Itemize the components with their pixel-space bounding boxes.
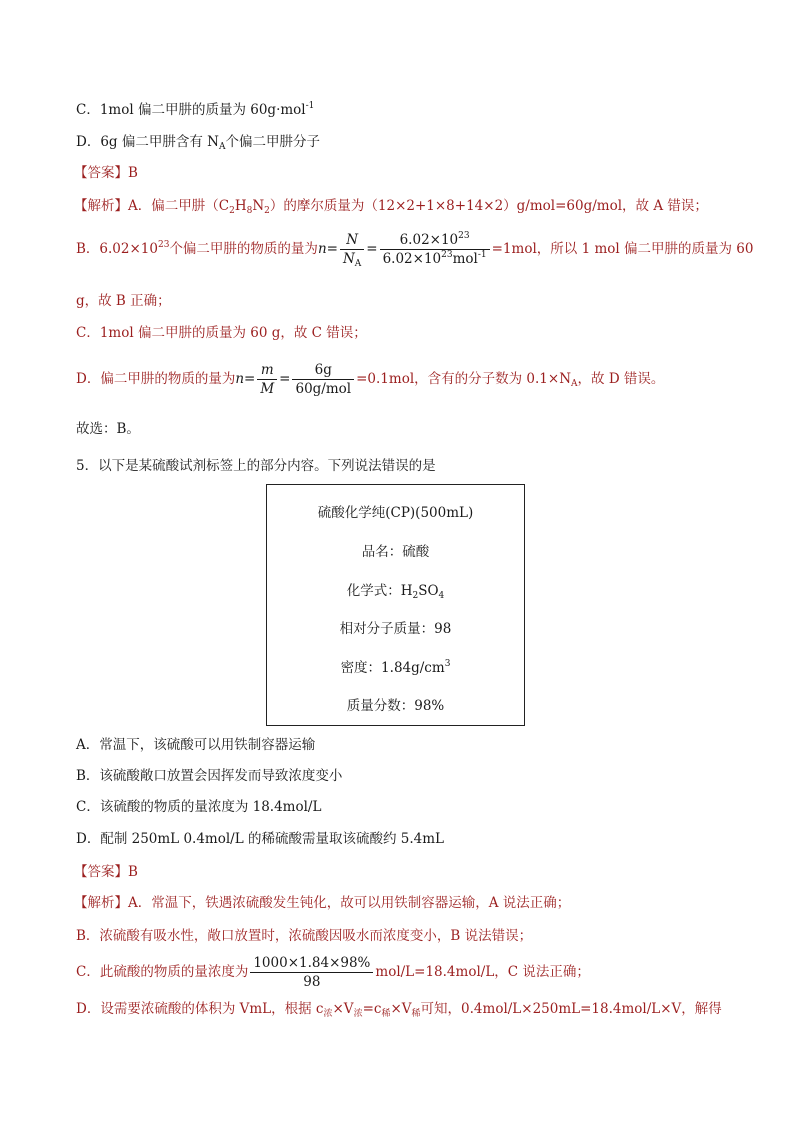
q4-exp-d-eq: =: [244, 371, 256, 387]
q4-exp-b-frac2: [380, 232, 490, 267]
q4-exp-d-1: D．偏二甲肼的物质的量为: [76, 371, 236, 387]
q4-exp-b-2: 个偏二甲肼的物质的量为: [169, 241, 318, 257]
q5-exp-d-5: 可知，0.4mol/L×250mL=18.4mol/L×V，解得: [420, 1001, 722, 1017]
label-mass-fraction: 质量分数：98%: [346, 698, 445, 714]
q4-exp-d-f2-den: 60g/mol: [295, 381, 352, 397]
q4-exp-b-f2-num-sup: 23: [458, 231, 470, 241]
q4-option-c-sup: -1: [305, 101, 315, 111]
q4-option-c-text: C．1mol 偏二甲肼的质量为 60g·mol: [76, 102, 306, 118]
q5-answer: 【答案】B: [74, 864, 138, 880]
q4-exp-d-3: ，故 D 错误。: [577, 371, 665, 387]
q4-exp-b-3: =1mol，所以 1 mol 偏二甲肼的质量为 60: [491, 241, 754, 257]
q4-exp-d-f1-den: M: [260, 381, 275, 397]
label-density: [267, 658, 524, 678]
q4-exp-a-s3: 2: [264, 206, 270, 216]
q5-explanation-a: [74, 893, 734, 913]
label-molar-mass: 相对分子质量：98: [339, 621, 452, 637]
label-formula-s2: 4: [438, 591, 445, 601]
q4-exp-b-f2-den-sup: 23: [441, 250, 453, 260]
q5-option-d: D．配制 250mL 0.4mol/L 的稀硫酸需量取该硫酸约 5.4mL: [76, 831, 444, 847]
q4-exp-d-2: =0.1mol，含有的分子数为 0.1×N: [356, 371, 572, 387]
q5-option-a: A．常温下，该硫酸可以用铁制容器运输: [76, 737, 316, 753]
q5-exp-c-den: 98: [303, 974, 321, 990]
q4-exp-b-frac1: [340, 232, 364, 267]
q5-stem: 5．以下是某硫酸试剂标签上的部分内容。下列说法错误的是: [76, 458, 436, 474]
q4-exp-a-2: H: [234, 198, 247, 214]
label-formula: [267, 581, 524, 601]
q4-exp-d-n: n: [235, 371, 245, 387]
q5-explanation-tag: 【解析】: [74, 895, 128, 911]
q4-exp-b-sup: 23: [157, 240, 170, 250]
q4-exp-b-f2-num: [380, 232, 490, 250]
q4-exp-b-eq: =: [326, 241, 338, 257]
q4-exp-b-eq2: =: [366, 241, 378, 257]
q5-explanation-b: B．浓硫酸有吸水性，敞口放置时，浓硫酸因吸水而浓度变小，B 说法错误；: [76, 928, 533, 944]
q4-option-d-sub: A: [218, 142, 226, 152]
q4-option-d: [76, 132, 734, 152]
q5-exp-d-s4: 稀: [411, 1009, 421, 1019]
q4-exp-d-f2-num: 6g: [292, 362, 354, 380]
q4-exp-d-f1-num: m: [257, 362, 277, 380]
q4-exp-d-eq2: =: [279, 371, 291, 387]
label-formula-1: 化学式：H: [346, 583, 413, 599]
q5-exp-c-2: mol/L=18.4mol/L，C 说法正确；: [375, 964, 590, 980]
q5-exp-d-1: D．设需要浓硫酸的体积为 VmL，根据 c: [76, 1001, 324, 1017]
q4-explanation-b: [76, 231, 754, 269]
q4-explanation-b-cont: g，故 B 正确；: [76, 293, 171, 309]
q4-exp-a-3: N: [252, 198, 265, 214]
q5-exp-d-s1: 浓: [323, 1009, 333, 1019]
q4-exp-d-frac2: [292, 362, 354, 397]
q5-explanation-d: [76, 999, 734, 1019]
q5-exp-d-2: ×V: [332, 1001, 354, 1017]
q5-exp-d-s3: 稀: [381, 1009, 391, 1019]
q5-exp-d-3: =c: [362, 1001, 382, 1017]
reagent-label-box: [266, 484, 525, 726]
label-title: 硫酸化学纯(CP)(500mL): [317, 505, 474, 521]
q4-exp-b-f1-den: [340, 250, 364, 267]
q4-exp-b-f2-den: [380, 250, 490, 267]
q5-exp-d-4: ×V: [390, 1001, 412, 1017]
q4-answer: 【答案】B: [74, 165, 138, 181]
q4-option-c: [76, 100, 734, 120]
q5-exp-c-frac: [250, 955, 373, 990]
q5-exp-a-text: A．常温下，铁遇浓硫酸发生钝化，故可以用铁制容器运输，A 说法正确；: [128, 895, 571, 911]
q4-exp-d-sub: A: [571, 379, 578, 389]
q4-exp-b-f1-den-sub: A: [354, 259, 362, 269]
q4-explanation-tag: 【解析】: [74, 198, 128, 214]
q4-exp-b-f1-den-text: N: [342, 251, 355, 267]
q5-option-b: B．该硫酸敞口放置会因挥发而导致浓度变小: [76, 768, 343, 784]
q4-exp-b-f2-den-unit-sup: -1: [477, 250, 487, 260]
q5-option-c: C．该硫酸的物质的量浓度为 18.4mol/L: [76, 799, 322, 815]
q4-exp-b-f2-den-text: 6.02×10: [382, 251, 442, 267]
label-density-text: 密度：1.84g/cm: [340, 660, 445, 676]
q4-exp-b-1: B．6.02×10: [76, 241, 158, 257]
q4-exp-b-f2-num-text: 6.02×10: [399, 232, 459, 248]
q4-exp-b-f1-num: N: [340, 232, 364, 250]
q4-exp-a-s1: 2: [229, 206, 235, 216]
q4-exp-b-n: n: [317, 241, 327, 257]
q4-exp-a-1: A．偏二甲肼（C: [128, 198, 230, 214]
q4-exp-a-s2: 8: [246, 206, 253, 216]
q4-option-d-text-a: D．6g 偏二甲肼含有 N: [76, 134, 219, 150]
q4-option-d-text-b: 个偏二甲肼分子: [225, 134, 320, 150]
q5-exp-c-1: C．此硫酸的物质的量浓度为: [76, 964, 249, 980]
q5-exp-c-num: 1000×1.84×98%: [250, 955, 373, 973]
q4-explanation-a: [74, 196, 734, 216]
q4-exp-b-f2-den-unit: mol: [452, 251, 478, 267]
q4-conclusion: 故选：B。: [76, 421, 140, 437]
label-name: 品名：硫酸: [361, 544, 430, 560]
q5-explanation-c: [76, 954, 734, 990]
label-density-sup: 3: [444, 659, 451, 669]
q5-exp-d-s2: 浓: [353, 1009, 363, 1019]
label-formula-2: SO: [418, 583, 439, 599]
q4-explanation-c: C．1mol 偏二甲肼的质量为 60 g，故 C 错误；: [76, 325, 367, 341]
q4-exp-a-4: ）的摩尔质量为（12×2+1×8+14×2）g/mol=60g/mol，故 A 错误；: [269, 198, 708, 214]
q4-exp-d-frac1: [257, 362, 277, 397]
q4-explanation-d: [76, 362, 734, 397]
label-formula-s1: 2: [412, 591, 419, 601]
